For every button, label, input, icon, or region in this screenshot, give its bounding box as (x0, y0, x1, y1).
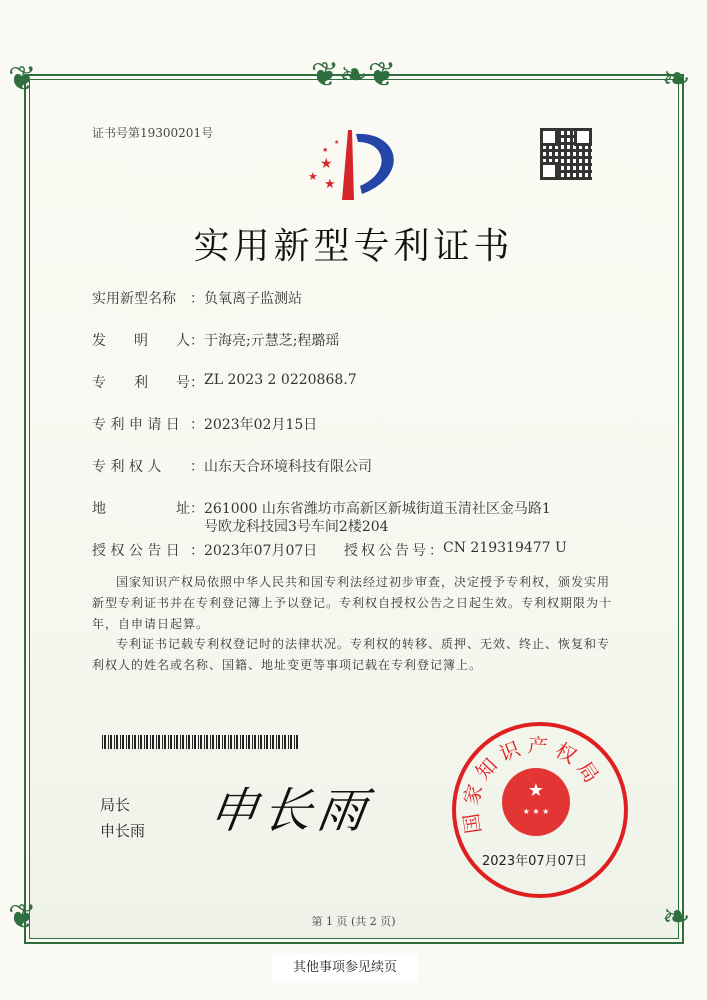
svg-text:★ ★ ★: ★ ★ ★ (522, 807, 550, 816)
handwritten-signature: 申长雨 (205, 783, 376, 839)
signatory-name: 申长雨 (100, 822, 146, 840)
seal-date: 2023年07月07日 (482, 854, 588, 869)
field-patentee: 专 利 权 人 ： 山东天合环境科技有限公司 (92, 459, 372, 475)
page-number: 第 1 页 (共 2 页) (311, 915, 396, 928)
field-inventors: 发 明 人 ： 于海亮;亓慧芝;程璐瑶 (92, 333, 340, 349)
seal-org-text: 国家知识产权局 (457, 733, 608, 836)
field-utility-model-name: 实用新型名称 ： 负氧离子监测站 (92, 291, 302, 307)
barcode (102, 735, 298, 749)
cnipa-logo-icon (300, 128, 410, 204)
field-application-date: 专 利 申 请 日 ： 2023年02月15日 (92, 417, 318, 433)
svg-text:★: ★ (334, 139, 340, 146)
certificate-number: 证书号第19300201号 (92, 126, 214, 140)
field-patent-number: 专 利 号 ： ZL 2023 2 0220868.7 (92, 372, 357, 391)
svg-text:★: ★ (322, 146, 329, 154)
qr-code (540, 128, 592, 180)
corner-ornament-icon: ❦ (8, 59, 37, 99)
field-grant-date: 授 权 公 告 日 ： 2023年07月07日 授权公告号 ： CN 219319477 U (92, 540, 567, 559)
corner-ornament-icon: ❧ (662, 59, 691, 99)
field-address-line2: 号欧龙科技园3号车间2楼204 (204, 519, 389, 535)
corner-ornament-icon: ❦ (8, 897, 37, 937)
statement-paragraph: 国家知识产权局依照中华人民共和国专利法经过初步审查，决定授予专利权，颁发实用新型专利证书并在专利登记簿上予以登记。专利权自授权公告之日起生效。专利权期限为十年，自申请日起算。 (92, 575, 613, 631)
field-address: 地 址 ： 261000 山东省潍坊市高新区新城街道玉清社区金马路1 (92, 501, 551, 517)
svg-text:★: ★ (527, 780, 545, 801)
official-seal (452, 722, 628, 898)
svg-text:★: ★ (320, 156, 333, 172)
corner-ornament-icon: ❧ (662, 897, 691, 937)
statement-paragraph: 专利证书记载专利权登记时的法律状况。专利权的转移、质押、无效、终止、恢复和专利权人的姓名或名称、国籍、地址变更等事项记载在专利登记簿上。 (92, 637, 611, 672)
svg-text:★: ★ (308, 170, 318, 183)
continuation-note: 其他事项参见续页 (272, 955, 418, 981)
signatory-title: 局长 (100, 796, 131, 814)
top-ornament-icon: ❦❧❦ (310, 55, 397, 95)
svg-text:★: ★ (324, 177, 336, 192)
document-title: 实用新型专利证书 (193, 226, 514, 267)
